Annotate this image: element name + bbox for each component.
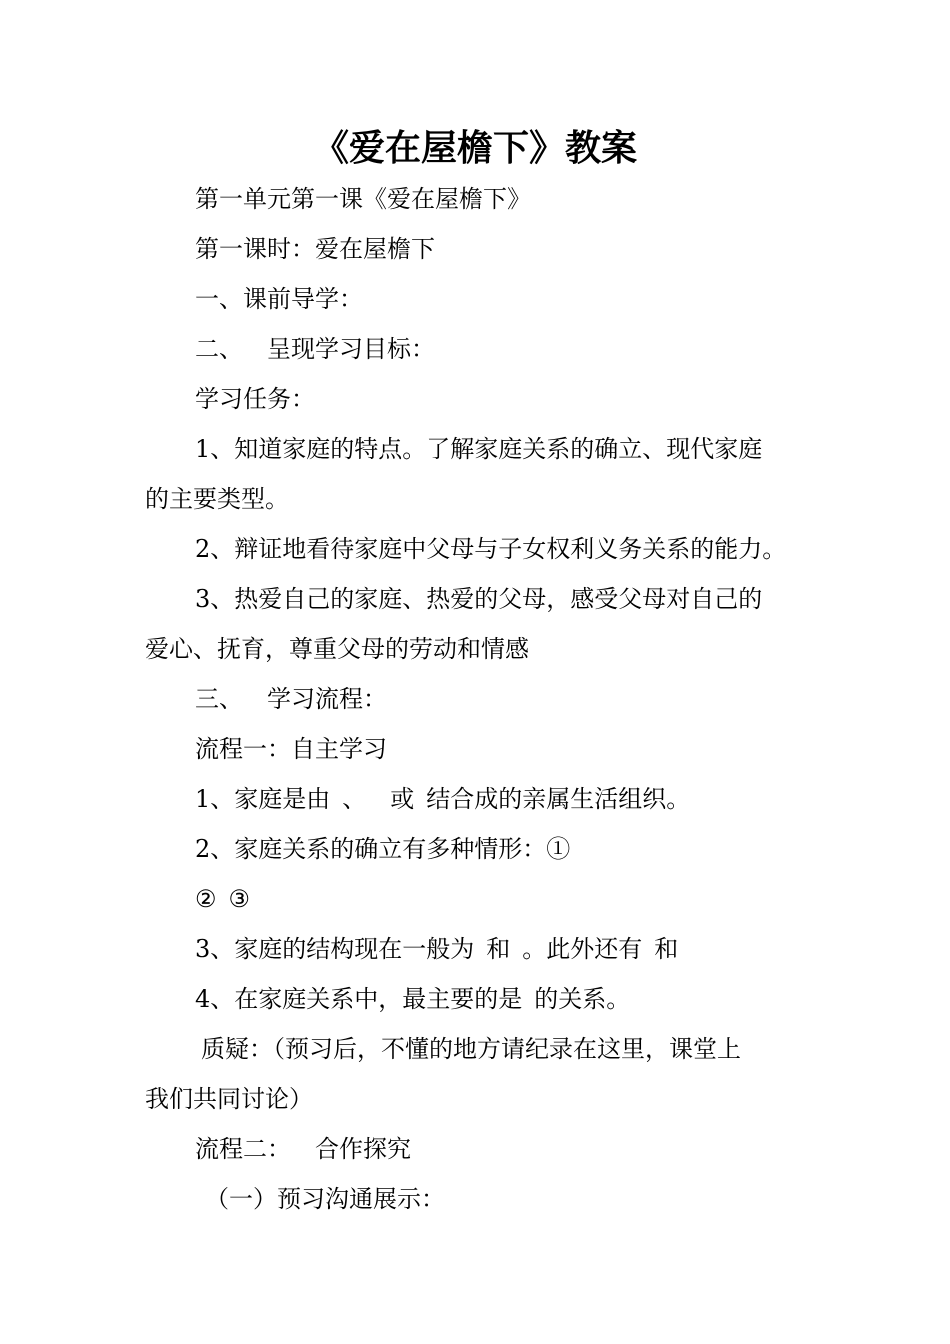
task-1-text-2: 的主要类型。 bbox=[145, 485, 289, 513]
question-4-part-a: 4、在家庭关系中，最主要的是 bbox=[195, 985, 523, 1013]
process-2-text: 合作探究 bbox=[315, 1135, 411, 1163]
section-heading-1-text: 一、课前导学： bbox=[195, 285, 363, 313]
task-3-text-2: 爱心、抚育，尊重父母的劳动和情感 bbox=[145, 635, 529, 663]
subsection-1-heading bbox=[145, 1180, 810, 1218]
unit-lesson-line bbox=[145, 180, 810, 218]
task-2-line bbox=[145, 530, 810, 568]
question-1-line bbox=[145, 780, 810, 818]
task-1-line-2 bbox=[145, 480, 810, 518]
question-2-circle-2: ② bbox=[195, 885, 217, 913]
task-1-line-1 bbox=[145, 430, 810, 468]
document-title: 《爱在屋檐下》教案 bbox=[312, 127, 637, 169]
question-1-part-b: 、 bbox=[342, 785, 367, 813]
process-2-heading bbox=[145, 1130, 810, 1168]
question-1-part-d: 结合成的亲属生活组织。 bbox=[426, 785, 691, 813]
question-2-circle-3: ③ bbox=[228, 885, 251, 913]
task-3-line-1 bbox=[145, 580, 810, 618]
tasks-label-line bbox=[145, 380, 810, 418]
question-2-line bbox=[145, 830, 810, 868]
question-3-part-a: 3、家庭的结构现在一般为 bbox=[195, 935, 475, 963]
section-heading-3 bbox=[145, 680, 810, 718]
question-3-line bbox=[145, 930, 810, 968]
document-body bbox=[145, 180, 810, 1230]
section-heading-1 bbox=[145, 280, 810, 318]
task-3-text-1: 3、热爱自己的家庭、热爱的父母，感受父母对自己的 bbox=[195, 585, 763, 613]
question-2-text: 2、家庭关系的确立有多种情形：① bbox=[195, 835, 571, 863]
query-text-2: 我们共同讨论） bbox=[145, 1085, 313, 1113]
query-text-1: 质疑：（预习后，不懂的地方请纪录在这里，课堂上 bbox=[201, 1035, 741, 1063]
question-3-part-b: 和 bbox=[486, 935, 511, 963]
task-1-text-1: 1、知道家庭的特点。了解家庭关系的确立、现代家庭 bbox=[195, 435, 763, 463]
subsection-1-text: （一）预习沟通展示： bbox=[205, 1185, 445, 1213]
lesson-period-text: 第一课时：爱在屋檐下 bbox=[195, 235, 435, 263]
lesson-period-line bbox=[145, 230, 810, 268]
section-heading-2-text: 呈现学习目标： bbox=[267, 335, 435, 363]
process-2-label: 流程二： bbox=[195, 1135, 291, 1163]
section-heading-2-number: 二、 bbox=[195, 335, 243, 363]
process-1-heading-text: 流程一：自主学习 bbox=[195, 735, 387, 763]
question-4-line bbox=[145, 980, 810, 1018]
question-4-part-b: 的关系。 bbox=[534, 985, 631, 1013]
section-heading-3-text: 学习流程： bbox=[267, 685, 387, 713]
unit-lesson-text: 第一单元第一课《爱在屋檐下》 bbox=[195, 185, 531, 213]
question-3-part-d: 和 bbox=[654, 935, 679, 963]
task-2-text: 2、辩证地看待家庭中父母与子女权利义务关系的能力。 bbox=[195, 535, 787, 563]
query-line-2 bbox=[145, 1080, 810, 1118]
question-1-part-c: 或 bbox=[390, 785, 415, 813]
question-1-part-a: 1、家庭是由 bbox=[195, 785, 331, 813]
task-3-line-2 bbox=[145, 630, 810, 668]
question-3-part-c: 。此外还有 bbox=[522, 935, 643, 963]
tasks-label-text: 学习任务： bbox=[195, 385, 315, 413]
query-line-1 bbox=[145, 1030, 810, 1068]
section-heading-2 bbox=[145, 330, 810, 368]
question-2-continuation bbox=[145, 880, 810, 918]
section-heading-3-number: 三、 bbox=[195, 685, 243, 713]
process-1-heading bbox=[145, 730, 810, 768]
